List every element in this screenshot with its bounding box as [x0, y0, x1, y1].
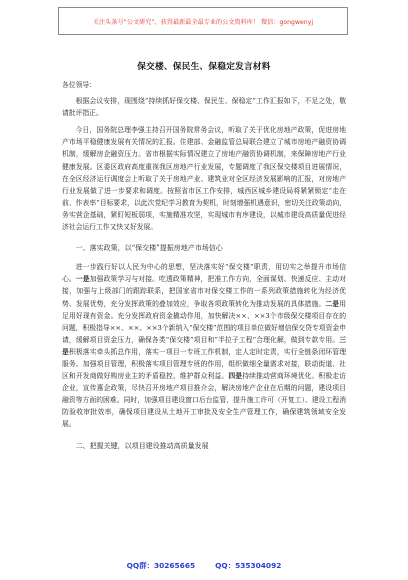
section-heading-1: 一、落实政策，以“保交楼”提振房地产市场信心	[75, 244, 223, 253]
point-4-text: 持续推动营商环境优化。积极走访企业，宣传惠企政策，尽快召开房地产项目推介会，解决房地产企业在后期的问题，建设项目融资等方面的困难。同时，加强项目建设窗口后台监管，提升施工许可（开复工）、建设工程消防验收审批效率，确保项目建设从土地开工审批及安全生产管理工作，确保建筑领域安全发展。	[62, 372, 347, 429]
section-1-lead: 进一步践行好以人民为中心的思想，坚决落实好“保交楼”职责，用切实之举提升市场信心。	[62, 263, 346, 284]
document-body	[62, 79, 346, 459]
point-3-marker: 三是	[62, 335, 346, 356]
contact-footer	[0, 560, 408, 571]
promo-banner-text: 关注头条号“公文研究”，获得最新最全最专业的公文资料库！ 微信：gongwenyj	[92, 18, 314, 26]
point-1-text: 加强政策学习与对接。吃透政策精神，把准工作方向，全面谋划、快速反应、主动对接，加强与上级部门的跟踪联系，把国家省市对保交楼工作的一系列政策措施转化为经济优势、发展优势，充分发挥政策的叠加效应，争取各项政策转化为推动发展的具体措施。	[62, 275, 347, 308]
point-1-marker: 一是	[75, 275, 90, 284]
greeting: 各位领导：	[62, 81, 96, 89]
intro-paragraph-2: 今日，国务院总理李强主持召开国务院常务会议，听取了关于优化房地产政策，促进房地产市场平稳健康发展有关情况的汇报。住建部、金融监管总局联合建立了城市房地产融资协调机制，缓解房企融资压力。省市根据实际情况建立了房地产融资协调机制，来保障房地产行业健康发展。区委区政府高度重视我区房地产行业发展，专题调度了我区保交楼项目进展情况，在全区经济运行调度会上听取了关于房地产业、建筑业对全区经济发展影响的汇报，对房地产行业发展做了进一步要求和调度。按照省市区工作安排，城西区城乡建设局将紧紧锁定“走在前、作表率”目标要求，以此次党纪学习教育为契机，时刻增强机遇意识，密切关注政策动向，务实营企基础，紧盯短板弱项，实施精准攻坚，实现城市有序建设，以城市建设高质量促进经济社会运行工作又快又好发展。	[62, 126, 346, 232]
promo-banner	[58, 7, 348, 35]
section-heading-2: 二、把握关键，以项目建设推动高质量发展	[75, 441, 209, 450]
qq-group-number: QQ群：30265665	[126, 561, 196, 570]
point-4-marker: 四是	[228, 372, 243, 381]
document-title: 保交楼、保民生、保稳定发言材料	[137, 62, 271, 72]
section-1-paragraph	[62, 261, 346, 430]
point-2-text: 用足用好现有资金。充分发挥政府资金撬动作用，加快解决××、××3个市级保交楼项目存在的问题，积极指导××、××、××3个新纳入“保交楼”范围的项目单位做好增信保交贷专项资金申请，缓解项目资金压力，确保各类“保交楼”项目和“半拉子工程”合理化解，做到专款专用。	[62, 299, 347, 344]
point-2-marker: 二是	[325, 299, 340, 308]
qq-number: QQ：535304092	[215, 561, 282, 570]
point-3-text: 积极落实牵头抓总作用，落实一项目一专班工作机制，定人定时定责，实行全链条闭环管理服务。加强项目管理，积极落实项目管理专班的作用，组织做细全量需求对接，联动街道、社区和开发商做好购房业主的矛盾稳控、维护群众利益。	[62, 347, 347, 381]
intro-paragraph-1: 根据会议安排，现围绕“持续抓好保交楼、保民生、保稳定”工作汇报如下，不足之处，敬请批评指正。	[62, 97, 346, 118]
